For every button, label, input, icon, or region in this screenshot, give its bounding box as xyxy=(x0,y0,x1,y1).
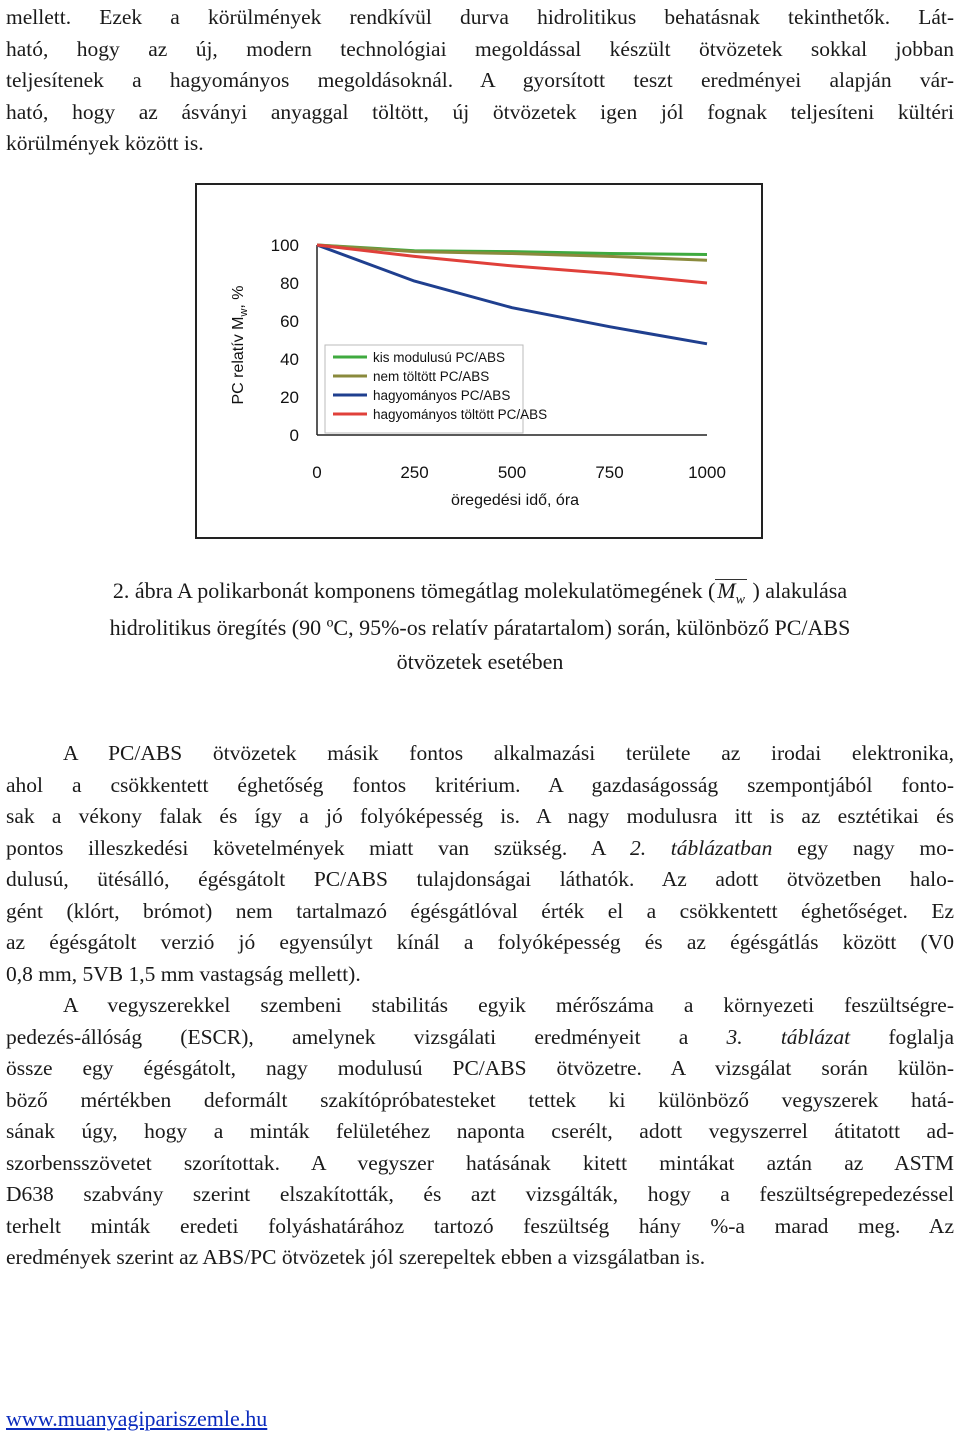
text-line: körülmények között is. xyxy=(6,131,204,155)
text-line: sának úgy, hogy a minták felületéhez naponta cserélt, adott vegyszerrel átitatott ad- xyxy=(6,1119,954,1143)
footer-link[interactable]: www.muanyagipariszemle.hu xyxy=(6,1406,268,1431)
caption-line: 2. ábra A polikarbonát komponens tömegátlag molekulatömegének ($M_w$ ) alakulása xyxy=(0,574,960,611)
y-tick-label: 60 xyxy=(280,312,299,331)
y-ticks xyxy=(271,236,299,445)
y-tick-label: 80 xyxy=(280,274,299,293)
line-chart xyxy=(197,185,761,537)
legend-label: hagyományos töltött PC/ABS xyxy=(373,407,548,422)
x-tick-label: 0 xyxy=(312,463,322,482)
text-line: dulusú, ütésálló, égésgátolt PC/ABS tulajdonságai láthatók. Az adott ötvözetben halo- xyxy=(6,867,954,891)
text-line: terhelt minták eredeti folyáshatárához tartozó feszültség hány %-a marad meg. Az xyxy=(6,1213,954,1238)
top-paragraph xyxy=(6,2,954,160)
caption-line: hidrolitikus öregítés (90 ºC, 95%-os relatív páratartalom) során, különböző PC/ABS xyxy=(109,615,851,641)
text-line: teljesítenek a hagyományos megoldásoknál. A gyorsított teszt eredményei alapján vár- xyxy=(6,68,954,92)
text-line: ható, hogy az ásványi anyaggal töltött, új ötvözetek igen jól fognak teljesíteni kültéri xyxy=(6,99,954,124)
series-lines xyxy=(317,245,707,344)
y-axis-label: PC relatív $M_w$, % xyxy=(230,285,250,405)
text-line: 0,8 mm, 5VB 1,5 mm vastagság mellett). xyxy=(6,961,361,986)
x-tick-label: 250 xyxy=(400,463,429,482)
mw-symbol: $M_w$ xyxy=(715,579,747,611)
series-line xyxy=(317,245,707,344)
legend-label: hagyományos PC/ABS xyxy=(373,388,511,403)
text-line: az égésgátolt verzió jó egyensúlyt kínál a folyóképesség és az égésgátlás között (V0 xyxy=(6,930,954,954)
text-line: össze egy égésgátolt, nagy modulusú PC/ABS ötvözetre. A vizsgálat során külön- xyxy=(6,1056,954,1080)
text-line: mellett. Ezek a körülmények rendkívül durva hidrolitikus behatásnak tekinthetők. Lát- xyxy=(6,5,954,29)
figure-caption xyxy=(0,574,960,679)
x-tick-label: 500 xyxy=(497,463,527,482)
text-line: A vegyszerekkel szembeni stabilitás egyik mérőszáma a környezeti feszültségre- xyxy=(63,993,954,1017)
text-line: A PC/ABS ötvözetek másik fontos alkalmazási területe az irodai elektronika, xyxy=(63,741,954,765)
text-line: gént (klórt, brómot) nem tartalmazó égésgátlóval érték el a csökkentett éghetőséget. Ez xyxy=(6,898,954,923)
figure-frame xyxy=(195,183,763,539)
text-line: pontos illeszkedési követelmények miatt van szükség. A 2. táblázatban egy nagy mo- xyxy=(6,835,955,860)
legend xyxy=(325,345,547,433)
text-line: D638 szabvány szerint elszakították, és azt vizsgálták, hogy a feszültségrepedezéssel xyxy=(6,1182,954,1206)
text-line: szorbensszövetet szorítottak. A vegyszer hatásának kitett mintákat aztán az ASTM xyxy=(6,1150,954,1175)
caption-line: ötvözetek esetében xyxy=(396,649,564,675)
x-axis-label: öregedési idő, óra xyxy=(450,492,580,509)
text-line: ahol a csökkentett éghetőség fontos kritérium. A gazdaságosság szempontjából fonto- xyxy=(6,772,954,797)
y-tick-label: 20 xyxy=(280,388,299,407)
x-tick-label: 1000 xyxy=(688,463,726,482)
y-tick-label: 0 xyxy=(289,426,299,445)
y-tick-label: 100 xyxy=(270,236,299,255)
y-tick-label: 40 xyxy=(280,350,299,369)
x-ticks xyxy=(312,463,726,482)
paragraph-2 xyxy=(6,738,954,990)
legend-label: nem töltött PC/ABS xyxy=(373,369,490,384)
footer xyxy=(6,1406,267,1432)
legend-label: kis modulusú PC/ABS xyxy=(373,350,506,365)
text-line: böző mértékben deformált szakítópróbatesteket tettek ki különböző vegyszerek hatá- xyxy=(6,1087,954,1112)
text-line: pedezés-állóság (ESCR), amelynek vizsgálati eredményeit a 3. táblázat foglalja xyxy=(6,1024,954,1049)
text-line: sak a vékony falak és így a jó folyóképesség is. A nagy modulusra itt is az esztétikai és xyxy=(6,804,954,828)
text-line: eredmények szerint az ABS/PC ötvözetek jól szerepeltek ebben a vizsgálatban is. xyxy=(6,1245,706,1269)
paragraph-3 xyxy=(6,990,954,1274)
text-line: ható, hogy az új, modern technológiai megoldással készült ötvözetek sokkal jobban xyxy=(6,36,954,61)
x-tick-label: 750 xyxy=(595,463,624,482)
